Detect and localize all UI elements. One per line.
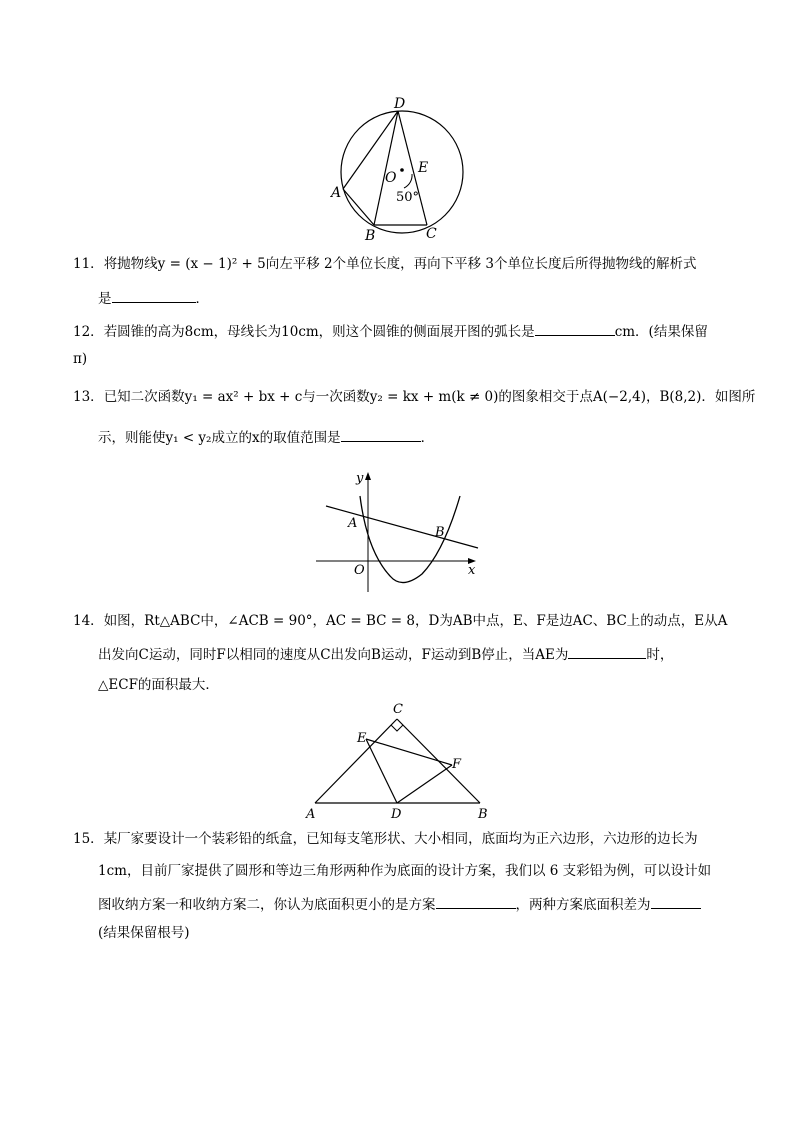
- q13-answer-blank[interactable]: [341, 427, 421, 442]
- q13-text: 已知二次函数y₁ = ax² + bx + c与一次函数y₂ = kx + m(k ≠ 0)的图象相交于点A(−2,4)，B(8,2)．如图所: [103, 389, 756, 405]
- q13-line1: [73, 388, 755, 406]
- q12-text: 若圆锥的高为8cm，母线长为10cm，则这个圆锥的侧面展开图的弧长是: [103, 324, 535, 340]
- graph-figure: [312, 466, 482, 596]
- q15-line2: [98, 862, 711, 880]
- angle-label: 50°: [396, 190, 420, 205]
- label-d: D: [391, 807, 402, 822]
- circle-figure: [330, 92, 470, 242]
- q11-line2: [98, 288, 209, 308]
- q13-text2: 示，则能使y₁ < y₂成立的x的取值范围是: [98, 430, 341, 446]
- label-a: A: [331, 185, 342, 201]
- q11-line1: [73, 255, 697, 273]
- label-b: B: [365, 228, 376, 242]
- q12-line1: [73, 321, 708, 341]
- q14-line1: [73, 612, 727, 630]
- point-b-label: B: [435, 525, 445, 540]
- label-e: E: [357, 731, 367, 746]
- q14-line3: [98, 676, 219, 694]
- q11-number: 11．: [73, 256, 104, 272]
- label-a: A: [306, 807, 316, 822]
- circle-o: [341, 111, 463, 233]
- q11-text2: 是: [98, 291, 112, 307]
- q15-text3a: 图收纳方案一和收纳方案二，你认为底面积更小的是方案: [98, 897, 436, 913]
- point-a-label: A: [348, 516, 358, 531]
- q13-line2: [98, 427, 434, 447]
- q15-number: 15．: [73, 831, 104, 847]
- q15-text: 某厂家要设计一个装彩铅的纸盒，已知每支笔形状、大小相同，底面均为正六边形，六边形的边长为: [103, 831, 698, 847]
- q14-text3: △ECF的面积最大．: [98, 677, 219, 693]
- q11-answer-blank[interactable]: [112, 288, 196, 303]
- triangle-figure: [300, 697, 500, 822]
- label-e: E: [418, 160, 429, 176]
- label-b: B: [478, 807, 488, 822]
- q15-line4: [98, 924, 190, 942]
- origin-label: O: [354, 563, 365, 578]
- q12-text2: π): [73, 351, 88, 367]
- q14-text2b: 时，: [646, 647, 674, 663]
- q12-line2: [73, 350, 87, 368]
- q15-text3b: ，两种方案底面积差为: [515, 897, 651, 913]
- q13-period: ．: [420, 430, 435, 446]
- q12-number: 12．: [73, 324, 104, 340]
- q15-line3: [98, 894, 701, 914]
- q15-text4: (结果保留根号): [98, 925, 190, 941]
- q15-answer-blank-1[interactable]: [436, 894, 516, 909]
- center-dot: [400, 168, 404, 172]
- label-c: C: [393, 702, 403, 717]
- q14-text: 如图，Rt△ABC中，∠ACB = 90°，AC = BC = 8，D为AB中点，E、F是边AC、BC上的动点，E从A: [103, 613, 728, 629]
- q15-line1: [73, 830, 698, 848]
- q15-answer-blank-2[interactable]: [651, 894, 701, 909]
- q11-text: 将抛物线y = (x − 1)² + 5向左平移 2个单位长度，再向下平移 3个单位长度后所得抛物线的解析式: [103, 256, 697, 272]
- q12-answer-blank[interactable]: [535, 321, 615, 336]
- label-c: C: [426, 226, 437, 242]
- axis-x-label: x: [468, 563, 476, 578]
- label-d: D: [394, 96, 406, 112]
- q13-number: 13．: [73, 389, 104, 405]
- axis-y-label: y: [356, 471, 364, 486]
- q14-answer-blank[interactable]: [568, 644, 646, 659]
- q14-number: 14．: [73, 613, 104, 629]
- label-f: F: [452, 757, 462, 772]
- q14-line2: [98, 644, 673, 664]
- q14-text2: 出发向C运动，同时F以相同的速度从C出发向B运动，F运动到B停止，当AE为: [98, 647, 569, 663]
- q12-text-b: cm．(结果保留: [614, 324, 708, 340]
- q11-period: ．: [195, 291, 209, 307]
- q15-text2: 1cm，目前厂家提供了圆形和等边三角形两种作为底面的设计方案，我们以 6 支彩铅为例，可以设计如: [98, 863, 712, 879]
- label-o: O: [385, 170, 397, 186]
